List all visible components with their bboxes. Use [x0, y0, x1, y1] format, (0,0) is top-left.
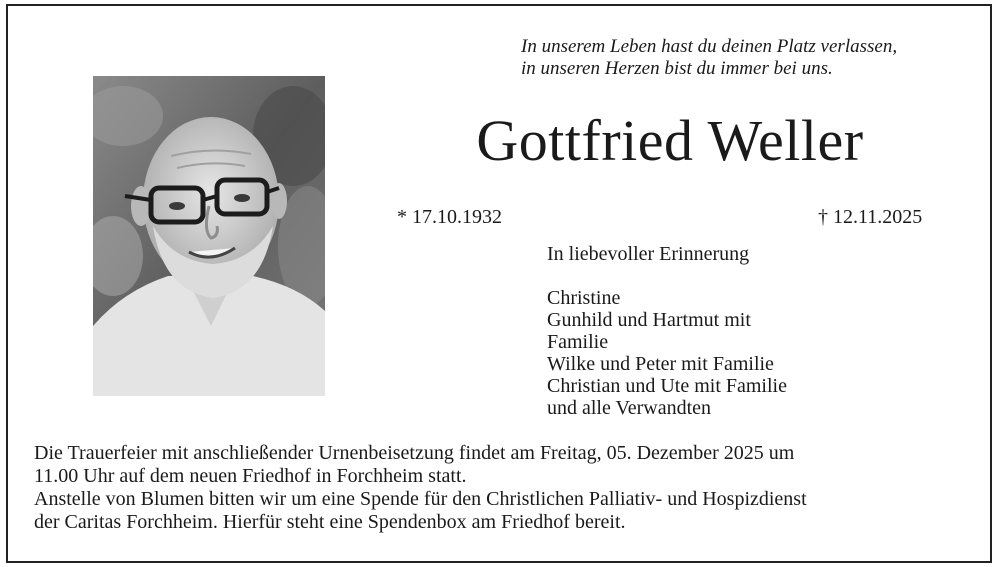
verse-line-1: In unserem Leben hast du deinen Platz verlassen,: [521, 36, 898, 57]
mourner-line: Gunhild und Hartmut mit: [547, 309, 751, 331]
mourners-list: [547, 287, 787, 419]
death-date: † 12.11.2025: [818, 206, 923, 228]
mourner-line: Wilke und Peter mit Familie: [547, 353, 774, 375]
notice-line: Anstelle von Blumen bitten wir um eine Spende für den Christlichen Palliativ- und Hospizdienst: [34, 488, 807, 510]
funeral-notice: [34, 442, 974, 534]
notice-line: Die Trauerfeier mit anschließender Urnenbeisetzung findet am Freitag, 05. Dezember 2025 um: [34, 442, 795, 464]
notice-line: der Caritas Forchheim. Hierfür steht eine Spendenbox am Friedhof bereit.: [34, 511, 626, 533]
memory-line: In liebevoller Erinnerung: [547, 243, 750, 265]
deceased-name: Gottfried Weller: [476, 108, 864, 173]
birth-date: * 17.10.1932: [397, 206, 502, 228]
verse-line-2: in unseren Herzen bist du immer bei uns.: [521, 58, 833, 79]
memorial-verse: [521, 36, 971, 80]
mourner-line: Christian und Ute mit Familie: [547, 375, 787, 397]
notice-line: 11.00 Uhr auf dem neuen Friedhof in Forchheim statt.: [34, 465, 467, 487]
portrait-photo: [93, 76, 325, 396]
mourner-line: Christine: [547, 287, 621, 309]
mourner-line: und alle Verwandten: [547, 397, 712, 419]
mourner-line: Familie: [547, 331, 609, 353]
portrait-illustration: [93, 76, 325, 396]
